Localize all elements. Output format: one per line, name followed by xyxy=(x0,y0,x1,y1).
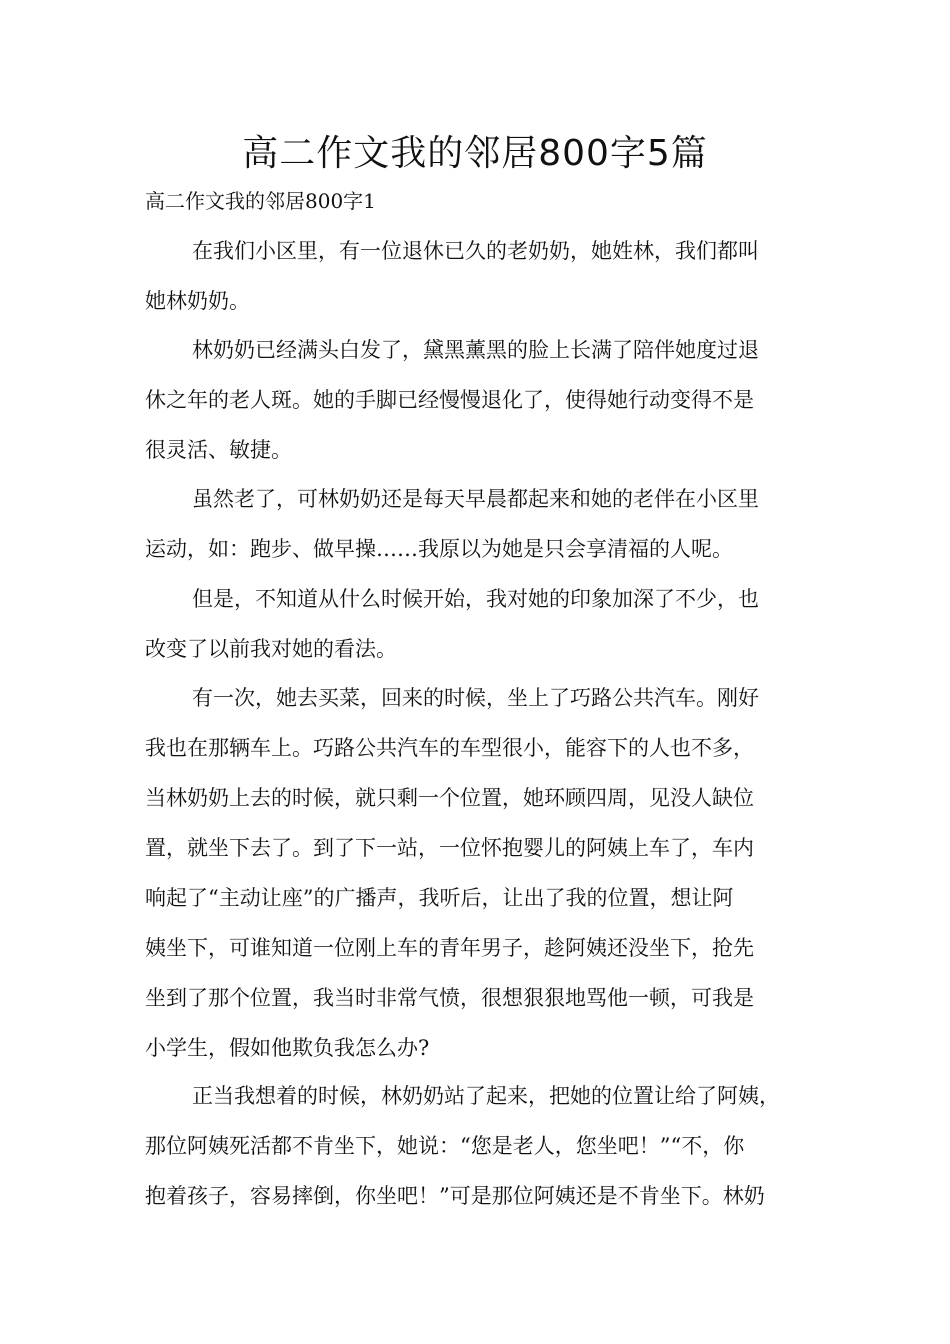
text-line: 林奶奶已经满头白发了，黛黑薰黑的脸上长满了陪伴她度过退 xyxy=(192,338,759,362)
text-line: 置，就坐下去了。到了下一站，一位怀抱婴儿的阿姨上车了，车内 xyxy=(145,836,754,860)
text-line: 有一次，她去买菜，回来的时候，坐上了巧路公共汽车。刚好 xyxy=(192,686,759,710)
paragraph-6 xyxy=(145,1071,815,1221)
paragraph-4 xyxy=(145,574,815,674)
paragraph-5 xyxy=(145,673,815,1073)
text-line: 在我们小区里，有一位退休已久的老奶奶，她姓林，我们都叫 xyxy=(192,239,759,263)
text-line: 但是，不知道从什么时候开始，我对她的印象加深了不少，也 xyxy=(192,587,759,611)
paragraph-3 xyxy=(145,474,815,574)
paragraph-2 xyxy=(145,325,815,475)
text-line: 响起了“主动让座”的广播声，我听后，让出了我的位置，想让阿 xyxy=(145,886,734,910)
text-line: 正当我想着的时候，林奶奶站了起来，把她的位置让给了阿姨， xyxy=(192,1084,780,1108)
text-line: 改变了以前我对她的看法。 xyxy=(145,637,397,661)
text-line: 运动，如：跑步、做早操……我原以为她是只会享清福的人呢。 xyxy=(145,537,733,561)
text-line: 她林奶奶。 xyxy=(145,289,250,313)
text-line: 虽然老了，可林奶奶还是每天早晨都起来和她的老伴在小区里 xyxy=(192,487,759,511)
text-line: 小学生，假如他欺负我怎么办? xyxy=(145,1036,430,1060)
text-line: 很灵活、敏捷。 xyxy=(145,438,292,462)
document-title: 高二作文我的邻居800字5篇 xyxy=(242,133,708,174)
text-line: 姨坐下，可谁知道一位刚上车的青年男子，趁阿姨还没坐下，抢先 xyxy=(145,936,754,960)
text-line: 抱着孩子，容易摔倒，你坐吧！”可是那位阿姨还是不肯坐下。林奶 xyxy=(145,1184,765,1208)
text-line: 当林奶奶上去的时候，就只剩一个位置，她环顾四周，见没人缺位 xyxy=(145,786,754,810)
paragraph-1 xyxy=(145,226,815,326)
text-line: 那位阿姨死活都不肯坐下，她说：“您是老人，您坐吧！”“不，你 xyxy=(145,1134,745,1158)
text-line: 坐到了那个位置，我当时非常气愤，很想狠狠地骂他一顿，可我是 xyxy=(145,986,754,1010)
text-line: 我也在那辆车上。巧路公共汽车的车型很小，能容下的人也不多， xyxy=(145,736,754,760)
text-line: 休之年的老人斑。她的手脚已经慢慢退化了，使得她行动变得不是 xyxy=(145,388,754,412)
section-subtitle: 高二作文我的邻居800字1 xyxy=(145,189,376,213)
